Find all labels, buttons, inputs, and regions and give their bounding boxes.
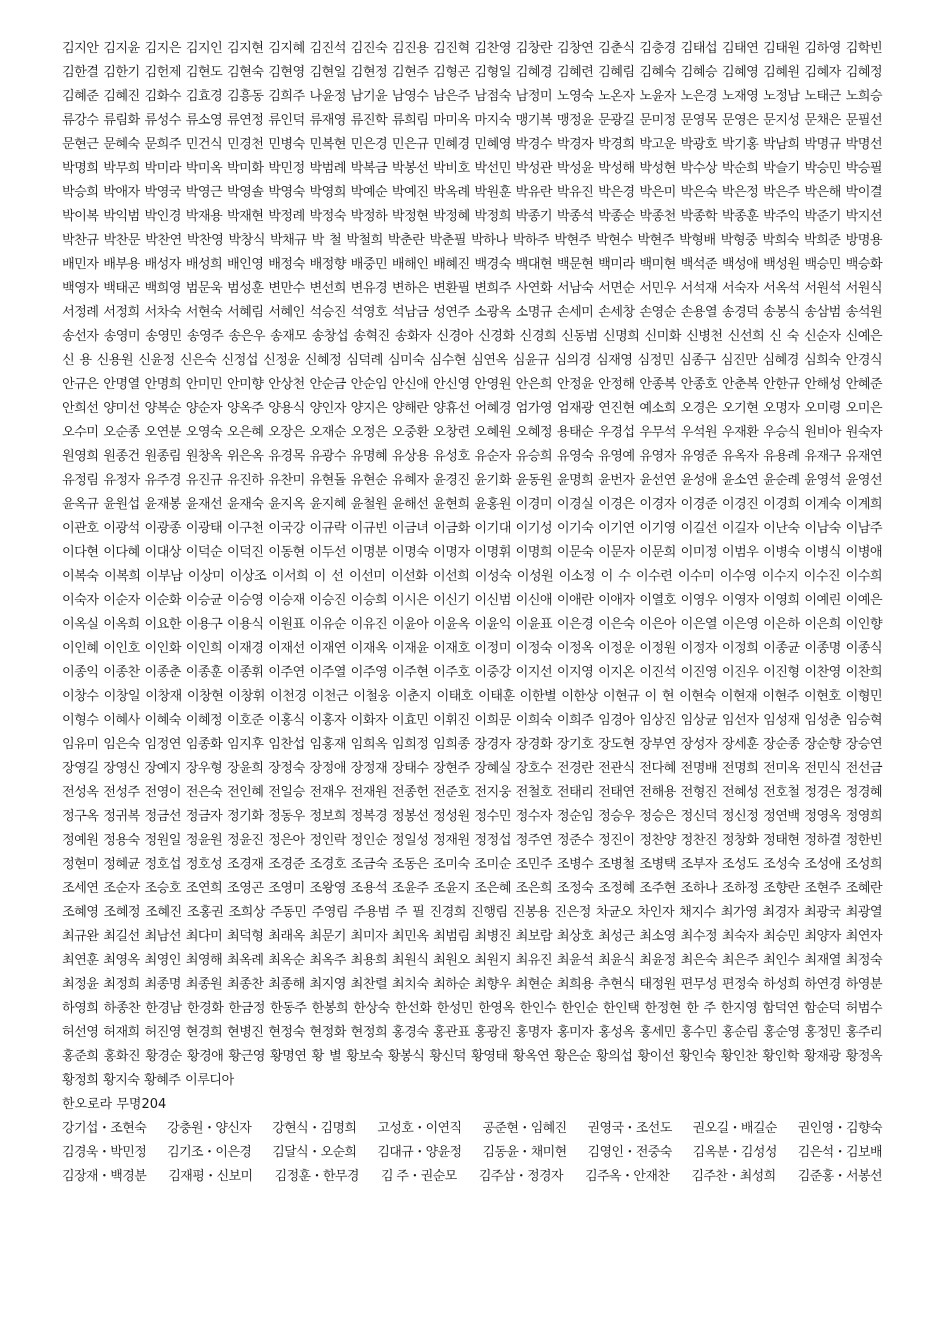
couple-entry: 강충원・양신자 [167, 1121, 252, 1136]
couple-entry: 권영국・조선도 [587, 1121, 672, 1136]
couple-entry: 고성호・이연직 [377, 1121, 462, 1136]
couple-entry: 김준홍・서봉선 [797, 1169, 882, 1184]
couple-entry: 강현식・김명희 [272, 1121, 357, 1136]
couple-entry: 김대규・양윤정 [377, 1145, 462, 1160]
closing-note: 한오로라 무명204 [62, 1097, 167, 1112]
donor-name-list: 김지안 김지윤 김지은 김지인 김지현 김지혜 김진석 김진숙 김진용 김진혁 김찬영 김창란 김창연 김춘식 김충경 김태섭 김태연 김태원 김하영 김학빈 김한결 김한기 김헌제 김현도 김현숙 김현영 김현일 김현정 김현주 김형곤 김형일 김혜경 김혜련 김혜림 김혜숙 김혜승 김혜영 김혜원 김혜자 김혜정 김혜준 김혜진 김화수 김효경 김흥동 김희주 나윤정 남기윤 남영수 남은주 남점숙 남정미 노영숙 노온자 노윤자 노은경 노재영 노정남 노태근 노희승 류강수 류림화 류성수 류소영 류연정 류인덕 류재영 류진학 류희림 마미옥 마지숙 맹기복 맹정윤 문광길 문미정 문영목 문영은 문지성 문채은 문필선 문현근 문혜숙 문희주 민건식 민경천 민병숙 민복현 민은경 민은규 민혜경 민혜영 박경수 박경자 박경희 박고운 박광호 박기홍 박남희 박명규 박명선 박명희 박무희 박미라 박미옥 박미화 박민정 박범례 박복금 박봉선 박비호 박선민 박성관 박성윤 박성해 박성현 박수상 박순희 박슬기 박승민 박승필 박승희 박애자 박영국 박영근 박영솔 박영숙 박영희 박예순 박예진 박옥례 박원훈 박유란 박유진 박은경 박은미 박은숙 박은정 박은주 박은해 박이결 박이복 박익범 박인경 박재용 박재현 박정례 박정숙 박정하 박정현 박정혜 박정희 박종기 박종석 박종순 박종천 박종학 박종훈 박주익 박준기 박지선 박찬규 박찬문 박찬연 박찬영 박창식 박채규 박 철 박철희 박춘란 박춘필 박하나 박하주 박현주 박현수 박현주 박형배 박형중 박희숙 박희준 방명용 배민자 배부용 배성자 배성희 배인영 배정숙 배정향 배중민 배해인 배혜진 백경숙 백대현 백문현 백미라 백미현 백석준 백성애 백성원 백승민 백승화 백영자 백태곤 백희영 범문욱 범성훈 변만수 변선희 변유경 변하은 변환필 변희주 사연화 서남숙 서면순 서민우 서석재 서숙자 서옥석 서원석 서원식 서정례 서정희 서차숙 서현숙 서혜림 서혜인 석승진 석영호 석남금 성연주 소광옥 소명규 손세미 손세창 손영순 손용열 송경덕 송봉식 송삼범 송석원 송선자 송영미 송영민 송영주 송은우 송재모 송창섭 송혁진 송화자 신경아 신경화 신경희 신동범 신명희 신미화 신병천 신선희 신 숙 신순자 신예은 신 용 신용원 신윤정 신은숙 신정섭 신정윤 신혜정 심덕례 심미숙 심수현 심연옥 심윤규 심의경 심재영 심정민 심종구 심진만 심혜경 심희숙 안경식 안규은 안명열 안명희 안미민 안미향 안상천 안순금 안순임 안신애 안신영 안영원 안은희 안정윤 안정해 안종복 안종호 안춘복 안한규 안해성 안혜준 안희선 양미선 양복순 양순자 양옥주 양용식 양인자 양지은 양해란 양휴선 어혜경 엄가영 엄재광 연진현 예소희 오경은 오기현 오명자 오미령 오미은 오수미 오순종 오연분 오영숙 오은혜 오장은 오재순 오정은 오중환 오창련 오혜원 오혜정 용태순 우경섭 우무석 우석원 우재환 우승식 원비아 원숙자 원영희 원종건 원종림 원창옥 위은옥 유경목 유광수 유명혜 유상용 유성호 유순자 유승희 유영숙 유영예 유영자 유영준 유옥자 유용례 유재구 유재연 유정림 유정자 유주경 유진규 유진하 유찬미 유현돌 유현순 유혜자 윤경진 윤기화 윤동원 윤명희 윤번자 윤선연 윤성애 윤소연 윤순례 윤영석 윤영선 윤옥규 윤원섭 윤재봉 윤재선 윤재숙 윤지옥 윤지혜 윤철원 윤해선 윤현희 윤홍원 이경미 이경실 이경은 이경자 이경준 이경진 이경희 이계숙 이계희 이관호 이광석 이광종 이광태 이구천 이국강 이규락 이규빈 이금녀 이금화 이기대 이기성 이기숙 이기연 이기영 이길선 이길자 이난숙 이남숙 이남주 이다현 이다혜 이대상 이덕순 이덕진 이동현 이두선 이명분 이명숙 이명자 이명휘 이명희 이문숙 이문자 이문희 이미정 이범우 이병숙 이병식 이병애 이복숙 이복희 이부남 이상미 이상조 이서희 이 선 이선미 이선화 이선희 이성숙 이성원 이소정 이 수 이수련 이수미 이수영 이수지 이수진 이수희 이숙자 이순자 이순화 이승균 이승영 이승재 이승진 이승희 이시은 이신기 이신범 이신애 이애란 이애자 이열호 이영우 이영자 이영희 이예린 이예은 이옥실 이옥희 이요한 이용구 이용식 이원표 이유순 이유진 이윤아 이윤옥 이윤익 이윤표 이은경 이은숙 이은아 이은열 이은영 이은하 이은희 이인향 이인혜 이인호 이인화 이인희 이재경 이재선 이재연 이재옥 이재윤 이재호 이정미 이정숙 이정옥 이정운 이정원 이정자 이정희 이종균 이종명 이종식 이종익 이종찬 이종춘 이종훈 이종휘 이주연 이주열 이주영 이주현 이주호 이중강 이지선 이지영 이지온 이진석 이진영 이진우 이진형 이찬영 이찬희 이창수 이창일 이창재 이창현 이창휘 이천경 이천근 이철웅 이춘지 이태호 이태훈 이한별 이한상 이현규 이 현 이현숙 이현재 이현주 이현호 이형민 이형수 이혜사 이혜숙 이혜정 이호준 이홍식 이홍자 이화자 이효민 이휘진 이희문 이희숙 이희주 임경아 임상진 임상균 임선자 임성재 임성춘 임승혁 임유미 임은숙 임정연 임종화 임지후 임찬섭 임홍재 임희옥 임희정 임희종 장경자 장경화 장기호 장도현 장부연 장성자 장세훈 장순종 장순향 장승연 장영길 장영신 장예지 장우형 장윤희 장정숙 장정애 장정재 장태수 장현주 장혜실 장호수 전경란 전관식 전다혜 전명배 전명희 전미옥 전민식 전선금 전성옥 전성주 전영이 전은숙 전인혜 전일승 전재우 전재원 전종헌 전준호 전지웅 전철호 전태리 전태연 전해용 전형진 전혜성 전호철 정경은 정경혜 정구옥 정귀복 정금선 정금자 정기화 정동우 정보희 정복경 정봉선 정성원 정수민 정수자 정순임 정승우 정승은 정신덕 정신정 정연백 정영옥 정영희 정예원 정용숙 정원일 정윤원 정윤진 정은아 정인락 정인순 정일성 정재원 정정섭 정주연 정준수 정진이 정찬양 정찬진 정창화 정태현 정하결 정한빈 정현미 정혜균 정호섭 정호성 조경재 조경준 조경호 조금숙 조동은 조미숙 조미순 조민주 조병수 조병철 조병택 조부자 조성도 조성숙 조성애 조성희 조세연 조순자 조승호 조연희 조영곤 조영미 조왕영 조용석 조윤주 조윤지 조은혜 조은희 조정숙 조정혜 조주현 조하나 조하정 조향란 조현주 조혜란 조혜영 조혜정 조혜진 조홍권 조희상 주동민 주영림 주용범 주 필 진경희 진행림 진봉용 진은정 차균오 차인자 채지수 최가영 최경자 최광국 최광열 최규완 최길선 최남선 최다미 최덕형 최래옥 최문기 최미자 최민옥 최범림 최병진 최보람 최상호 최성근 최소영 최수정 최숙자 최승민 최양자 최연자 최연훈 최영옥 최영인 최영해 최옥례 최옥순 최옥주 최용희 최원식 최원오 최원지 최유진 최윤석 최윤식 최윤정 최은숙 최은주 최인수 최재열 최정숙 최정윤 최정희 최종명 최종원 최종찬 최종해 최지영 최찬렬 최치숙 최하순 최향우 최현순 최희용 추현식 태정원 편무성 편정숙 하성희 하연경 하영분 하영희 하종찬 한경남 한경화 한금정 한동주 한봉희 한상숙 한선화 한성민 한영옥 한인수 한인순 한인택 한정현 한 주 한지영 함덕연 함순덕 허범수 허선영 허재희 허진영 현경희 현병진 현정숙 현정화 현정희 홍경숙 홍관표 홍광진 홍명자 홍미자 홍성옥 홍세민 홍수민 홍순림 홍순영 홍정민 홍주리 홍준희 홍화진 황경순 황경애 황근영 황명연 황 별 황보숙 황봉식 황신덕 황영태 황옥연 황은순 황의섭 황이선 황인숙 황인찬 황인학 황재광 황정옥 황정희 황지숙 황혜주 이루디아 [62, 41, 882, 1088]
couple-entry: 김은석・김보배 [797, 1145, 882, 1160]
couple-entry: 강기섭・조현숙 [62, 1121, 147, 1136]
couple-row [62, 1117, 882, 1141]
couple-entry: 김옥분・김성성 [692, 1145, 777, 1160]
couple-entry: 김 주・권순모 [380, 1169, 457, 1184]
couple-entry: 권오길・배길순 [692, 1121, 777, 1136]
couple-row [62, 1141, 882, 1165]
couple-entry: 김주삼・정경자 [478, 1169, 563, 1184]
couple-entry: 권인영・김향숙 [797, 1121, 882, 1136]
couple-row [62, 1165, 882, 1189]
couple-entry: 김동윤・채미현 [482, 1145, 567, 1160]
couple-entry: 김경욱・박민정 [62, 1145, 147, 1160]
donor-list-page [62, 37, 882, 1189]
couple-entry: 공준현・임혜진 [482, 1121, 567, 1136]
couple-entry: 김장재・백경분 [62, 1169, 147, 1184]
couple-entry: 김주옥・안재찬 [585, 1169, 670, 1184]
couple-entry: 김영인・전중숙 [587, 1145, 672, 1160]
couple-entry: 김주찬・최성희 [691, 1169, 776, 1184]
couple-entry: 김정훈・한무경 [274, 1169, 359, 1184]
couple-entry: 김재평・신보미 [168, 1169, 253, 1184]
couple-entry: 김달식・오순희 [272, 1145, 357, 1160]
couple-donor-list [62, 1117, 882, 1189]
couple-entry: 김기조・이은경 [167, 1145, 252, 1160]
